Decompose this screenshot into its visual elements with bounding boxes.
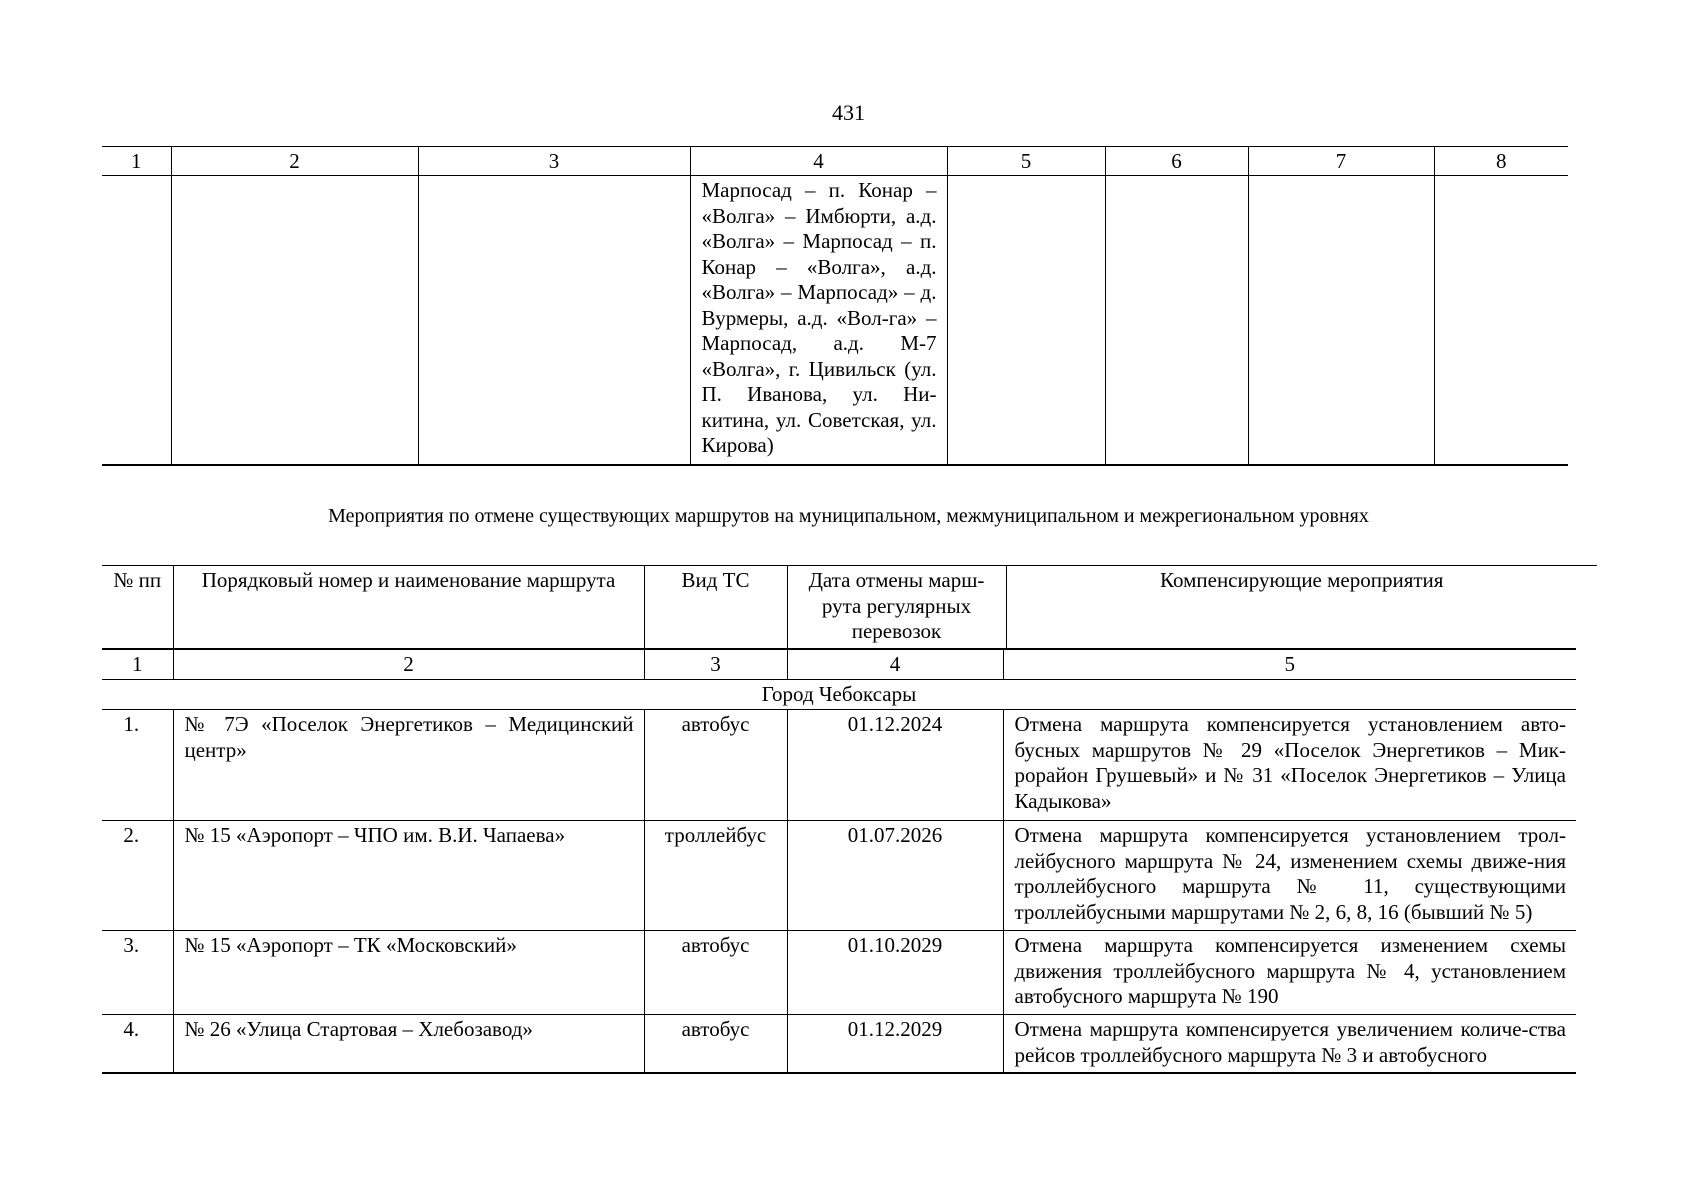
cancellation-table-header	[102, 565, 1597, 650]
header-measures: Компенсирующие мероприятия	[1006, 566, 1597, 651]
route-path-cell: Марпосад – п. Конар – «Волга» – Имбюрти, а.д. «Волга» – Марпосад – п. Конар – «Волга», а.д. «Волга» – Марпосад» – д. Вурмеры, а.д. «Вол-га» – Марпосад, а.д. М-7 «Волга», г. Цивильск (ул. П. Иванова, ул. Ни-китина, ул. Советская, ул. Кирова)	[690, 176, 947, 466]
column-number: 2	[173, 649, 644, 680]
vehicle-type: автобус	[644, 1015, 787, 1073]
cell-col6	[1105, 176, 1248, 466]
compensating-measures: Отмена маршрута компенсируется установлением авто-бусных маршрутов № 29 «Поселок Энергетиков – Мик-рорайон Грушевый» и № 31 «Поселок Энергетиков – Улица Кадыкова»	[1003, 710, 1576, 821]
header-route: Порядковый номер и наименование маршрута	[173, 566, 644, 651]
compensating-measures: Отмена маршрута компенсируется установлением трол-лейбусного маршрута № 24, изменением схемы движе-ния троллейбусного маршрута № 11, существующими троллейбусными маршрутами № 2, 6, 8, 16 (бывший № 5)	[1003, 821, 1576, 931]
cell-col7	[1248, 176, 1434, 466]
cancel-date: 01.12.2024	[787, 710, 1003, 821]
row-number: 2.	[102, 821, 173, 931]
column-number: 5	[947, 147, 1105, 176]
vehicle-type: автобус	[644, 931, 787, 1015]
route-name: № 15 «Аэропорт – ТК «Московский»	[173, 931, 644, 1015]
city-row	[102, 680, 1576, 710]
header-num: № пп	[102, 566, 173, 651]
city-name: Город Чебоксары	[102, 680, 1576, 710]
header-row	[102, 566, 1597, 651]
cell-col1	[102, 176, 171, 466]
column-number: 1	[102, 147, 171, 176]
cell-col5	[947, 176, 1105, 466]
column-number: 7	[1248, 147, 1434, 176]
table-row	[102, 1015, 1576, 1073]
compensating-measures: Отмена маршрута компенсируется увеличением количе-ства рейсов троллейбусного маршрута № 3 и автобусного	[1003, 1015, 1576, 1073]
route-name: № 7Э «Поселок Энергетиков – Медицинский центр»	[173, 710, 644, 821]
column-number: 1	[102, 649, 173, 680]
column-number: 2	[171, 147, 418, 176]
page-number: 431	[832, 100, 865, 125]
table-row	[102, 176, 1568, 466]
cell-col2	[171, 176, 418, 466]
row-number: 1.	[102, 710, 173, 821]
column-number-row	[102, 147, 1568, 176]
row-number: 3.	[102, 931, 173, 1015]
header-date: Дата отмены марш-рута регулярных перевозок	[787, 566, 1006, 651]
column-number-row	[102, 649, 1576, 680]
vehicle-type: автобус	[644, 710, 787, 821]
cancel-date: 01.12.2029	[787, 1015, 1003, 1073]
column-number: 8	[1434, 147, 1568, 176]
cell-col3	[418, 176, 690, 466]
cancel-date: 01.07.2026	[787, 821, 1003, 931]
column-number: 4	[690, 147, 947, 176]
table-row	[102, 931, 1576, 1015]
table-row	[102, 821, 1576, 931]
column-number: 3	[644, 649, 787, 680]
section-title: Мероприятия по отмене существующих маршрутов на муниципальном, межмуниципальном и межрегиональном уровнях	[328, 505, 1369, 527]
compensating-measures: Отмена маршрута компенсируется изменением схемы движения троллейбусного маршрута № 4, установлением автобусного маршрута № 190	[1003, 931, 1576, 1015]
column-number: 3	[418, 147, 690, 176]
column-number: 6	[1105, 147, 1248, 176]
continuation-table	[102, 146, 1568, 466]
header-vehicle: Вид ТС	[644, 566, 787, 651]
cancellation-table	[102, 648, 1576, 1074]
cancel-date: 01.10.2029	[787, 931, 1003, 1015]
column-number: 5	[1003, 649, 1576, 680]
column-number: 4	[787, 649, 1003, 680]
table-row	[102, 710, 1576, 821]
route-name: № 26 «Улица Стартовая – Хлебозавод»	[173, 1015, 644, 1073]
cell-col8	[1434, 176, 1568, 466]
row-number: 4.	[102, 1015, 173, 1073]
route-name: № 15 «Аэропорт – ЧПО им. В.И. Чапаева»	[173, 821, 644, 931]
vehicle-type: троллейбус	[644, 821, 787, 931]
